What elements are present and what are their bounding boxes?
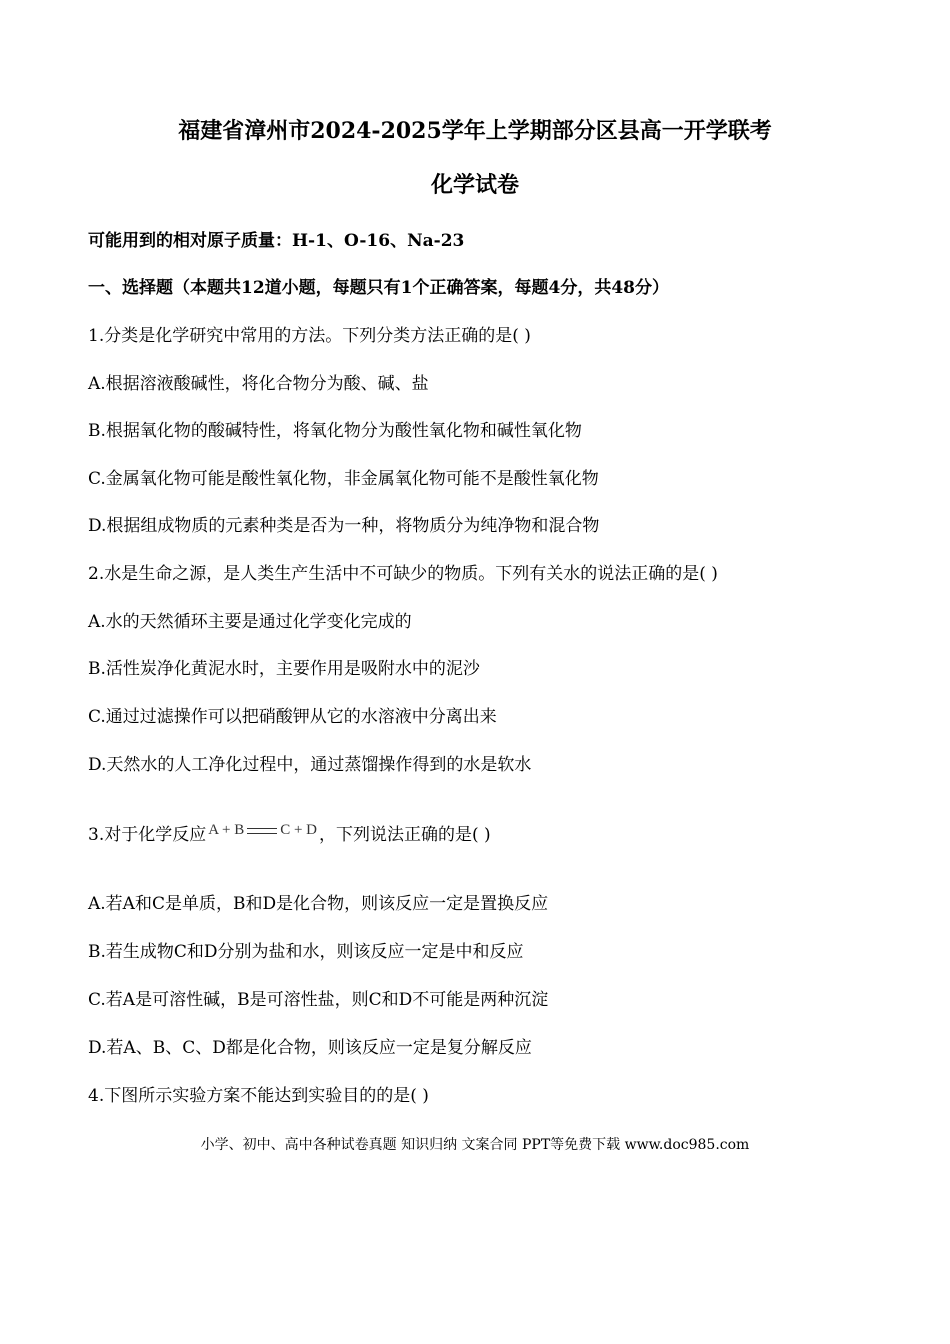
question-1-option-b: B.根据氧化物的酸碱特性，将氧化物分为酸性氧化物和碱性氧化物	[88, 421, 582, 441]
question-3-option-c: C.若A是可溶性碱，B是可溶性盐，则C和D不可能是两种沉淀	[88, 990, 549, 1010]
question-1-stem: 1.分类是化学研究中常用的方法。下列分类方法正确的是( )	[88, 326, 531, 346]
question-2-option-d: D.天然水的人工净化过程中，通过蒸馏操作得到的水是软水	[88, 755, 532, 775]
reaction-equation	[208, 822, 317, 839]
question-3-stem-suffix: ，下列说法正确的是( )	[319, 825, 491, 845]
equation-products: C + D	[280, 822, 318, 838]
equation-equals-sign	[247, 828, 277, 834]
question-2-stem: 2.水是生命之源，是人类生产生活中不可缺少的物质。下列有关水的说法正确的是( )	[88, 564, 718, 584]
question-1-option-d: D.根据组成物质的元素种类是否为一种，将物质分为纯净物和混合物	[88, 516, 600, 536]
question-1-option-a: A.根据溶液酸碱性，将化合物分为酸、碱、盐	[88, 374, 429, 394]
question-1-option-c: C.金属氧化物可能是酸性氧化物，非金属氧化物可能不是酸性氧化物	[88, 469, 599, 489]
question-3-option-d: D.若A、B、C、D都是化合物，则该反应一定是复分解反应	[88, 1038, 532, 1058]
equation-reactants: A + B	[208, 822, 245, 838]
document-title: 福建省漳州市2024-2025学年上学期部分区县高一开学联考	[178, 118, 772, 144]
atomic-masses-note: 可能用到的相对原子质量：H-1、O-16、Na-23	[88, 231, 465, 251]
section-heading: 一、选择题（本题共12道小题，每题只有1个正确答案，每题4分，共48分）	[88, 278, 669, 298]
question-4-stem: 4.下图所示实验方案不能达到实验目的的是( )	[88, 1086, 429, 1106]
question-2-option-a: A.水的天然循环主要是通过化学变化完成的	[88, 612, 412, 632]
document-subtitle: 化学试卷	[430, 172, 519, 198]
question-3-stem-prefix: 3.对于化学反应	[88, 825, 207, 845]
question-3-option-b: B.若生成物C和D分别为盐和水，则该反应一定是中和反应	[88, 942, 524, 962]
question-2-option-c: C.通过过滤操作可以把硝酸钾从它的水溶液中分离出来	[88, 707, 497, 727]
question-2-option-b: B.活性炭净化黄泥水时，主要作用是吸附水中的泥沙	[88, 659, 480, 679]
question-3-option-a: A.若A和C是单质，B和D是化合物，则该反应一定是置换反应	[88, 894, 549, 914]
question-3-stem	[88, 820, 491, 845]
page-footer: 小学、初中、高中各种试卷真题 知识归纳 文案合同 PPT等免费下载 www.doc985.com	[200, 1137, 750, 1153]
